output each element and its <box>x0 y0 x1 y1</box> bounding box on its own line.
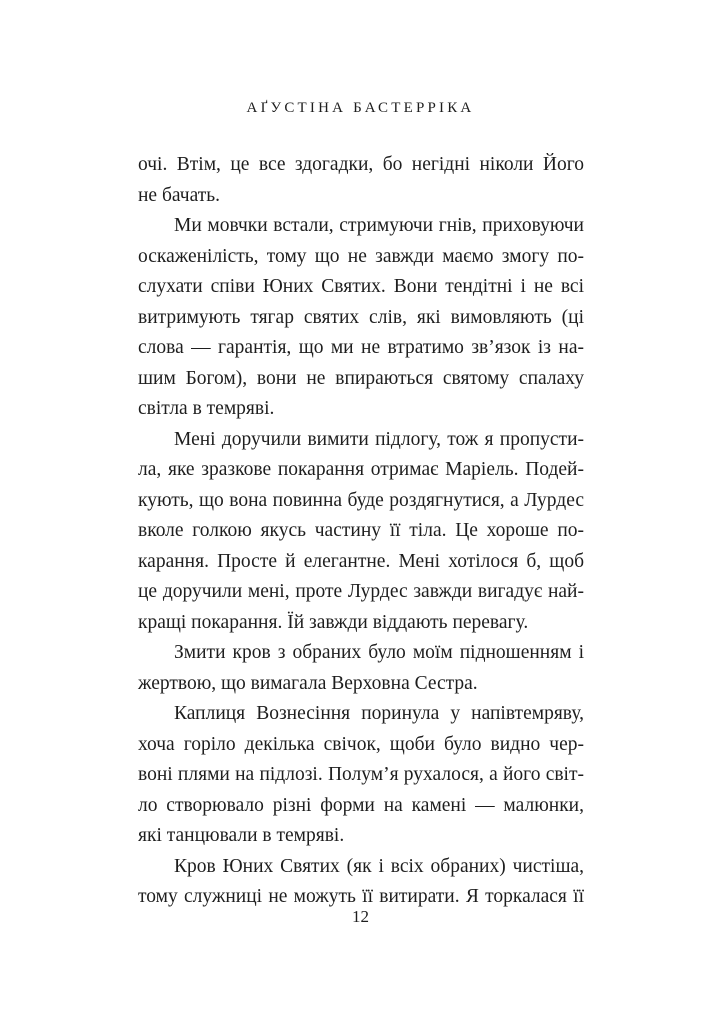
text-line: ло створювало різні форми на камені — малюнки, <box>138 794 584 816</box>
text-line: світла в темряві. <box>138 398 275 419</box>
paragraph-first-line: Мені доручили вимити підлогу, тож я пропусти- <box>174 428 584 450</box>
text-line: тому служниці не можуть її витирати. Я торкалася її <box>138 886 584 907</box>
text-line: шим Богом), вони не впираються святому спалаху <box>138 367 584 389</box>
paragraph-first-line: Кров Юних Святих (як і всіх обраних) чистіша, <box>174 855 584 877</box>
text-line: карання. Просте й елегантне. Мені хотілося б, щоб <box>138 550 584 572</box>
text-line: кують, що вона повинна буде роздягнутися, а Лурдес <box>138 489 584 511</box>
text-line: очі. Втім, це все здогадки, бо негідні ніколи Його <box>138 154 584 175</box>
text-line: воні плями на підлозі. Полум’я рухалося, а його світ- <box>138 764 584 785</box>
text-line: вколе голкою якусь частину її тіла. Це хороше по- <box>138 520 584 541</box>
text-line: це доручили мені, проте Лурдес завжди вигадує най- <box>138 581 584 602</box>
text-line: ла, яке зразкове покарання отримає Маріель. Подей- <box>138 459 584 480</box>
body-text <box>138 150 584 913</box>
text-line: хоча горіло декілька свічок, щоби було видно чер- <box>138 733 584 755</box>
text-line: кращі покарання. Їй завжди віддають перевагу. <box>138 611 529 633</box>
page-number: 12 <box>352 907 369 926</box>
paragraph-first-line: Змити кров з обраних було моїм підношенням і <box>174 642 584 663</box>
text-line: не бачать. <box>138 184 221 206</box>
text-line: оскаженілість, тому що не завжди маємо змогу по- <box>138 245 584 267</box>
text-line: слухати співи Юних Святих. Вони тендітні і не всі <box>138 276 584 297</box>
text-line: жертвою, що вимагала Верховна Сестра. <box>138 672 478 694</box>
text-line: які танцювали в темряві. <box>138 825 345 846</box>
paragraph-first-line: Ми мовчки встали, стримуючи гнів, приховуючи <box>174 215 584 236</box>
running-head-author: АҐУСТІНА БАСТЕРРІКА <box>246 100 475 116</box>
text-line: слова — гарантія, що ми не втратимо зв’язок із на- <box>138 337 584 358</box>
text-line: витримують тягар святих слів, які вимовляють (ці <box>138 306 584 328</box>
paragraph-first-line: Каплиця Вознесіння поринула у напівтемряву, <box>174 703 584 724</box>
